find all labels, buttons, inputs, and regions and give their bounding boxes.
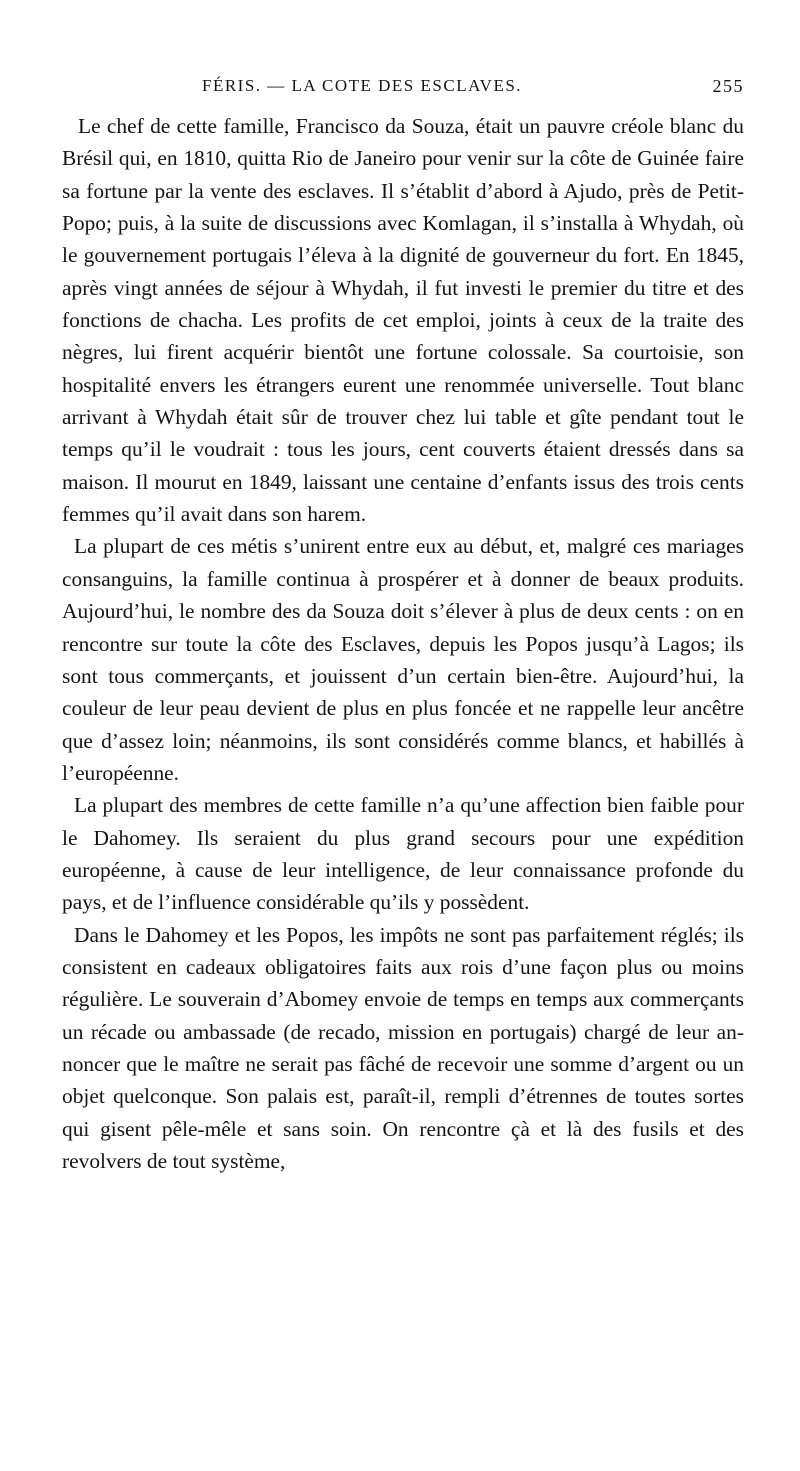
page-number: 255: [712, 76, 744, 96]
running-title: FÉRIS. — LA COTE DES ESCLAVES.: [202, 76, 523, 95]
paragraph: La plupart des membres de cette famille n’a qu’une affection bien faible pour le Dahomey. Ils seraient du plus grand secours pour une expédition européenne, à cause de leur intelligence, de leur connaissance profonde du pays, et de l’influence considérable qu’ils y possèdent.: [62, 793, 744, 915]
paragraph: Dans le Dahomey et les Popos, les impôts ne sont pas parfaitement réglés; ils consistent en cadeaux obligatoires faits aux rois d’une façon plus ou moins régulière. Le souverain d’Abomey envoie de temps en temps aux commerçants un récade ou ambassade (de recado, mission en portugais) chargé de leur annoncer que le maître ne serait pas fâché de recevoir une somme d’argent ou un objet quelconque. Son palais est, paraît-il, rempli d’étrennes de toutes sortes qui gisent pêle-mêle et sans soin. On rencontre çà et là des fusils et des revolvers de tout système,: [62, 922, 744, 1173]
paragraph: Le chef de cette famille, Francisco da Souza, était un pauvre créole blanc du Brésil qui, en 1810, quitta Rio de Janeiro pour venir sur la côte de Guinée faire sa fortune par la vente des esclaves. Il s’établit d’abord à Ajudo, près de Petit-Popo; puis, à la suite de discussions avec Komlagan, il s’installa à Whydah, où le gouvernement portugais l’éleva à la dignité de gouverneur du fort. En 1845, après vingt années de séjour à Whydah, il fut investi le premier du titre et des fonctions de chacha. Les profits de cet emploi, joints à ceux de la traite des nègres, lui firent acquérir bientôt une fortune colossale. Sa courtoisie, son hospitalité envers les étrangers eurent une renommée universelle. Tout blanc arrivant à Whydah était sûr de trouver chez lui table et gîte pendant tout le temps qu’il le voudrait : tous les jours, cent couverts étaient dressés dans sa maison. Il mourut en 1849, laissant une centaine d’enfants issus des trois cents femmes qu’il avait dans son harem.: [62, 114, 744, 527]
body-text: [62, 110, 744, 1177]
running-head: [62, 76, 744, 104]
paragraph: La plupart de ces métis s’unirent entre eux au début, et, malgré ces mariages consanguins, la famille continua à prospérer et à donner de beaux produits. Aujourd’hui, le nombre des da Souza doit s’élever à plus de deux cents : on en rencontre sur toute la côte des Esclaves, depuis les Popos jusqu’à Lagos; ils sont tous commerçants, et jouissent d’un certain bien-être. Aujourd’hui, la couleur de leur peau devient de plus en plus foncée et ne rappelle leur ancêtre que d’assez loin; néanmoins, ils sont considérés comme blancs, et habillés à l’européenne.: [62, 534, 744, 785]
